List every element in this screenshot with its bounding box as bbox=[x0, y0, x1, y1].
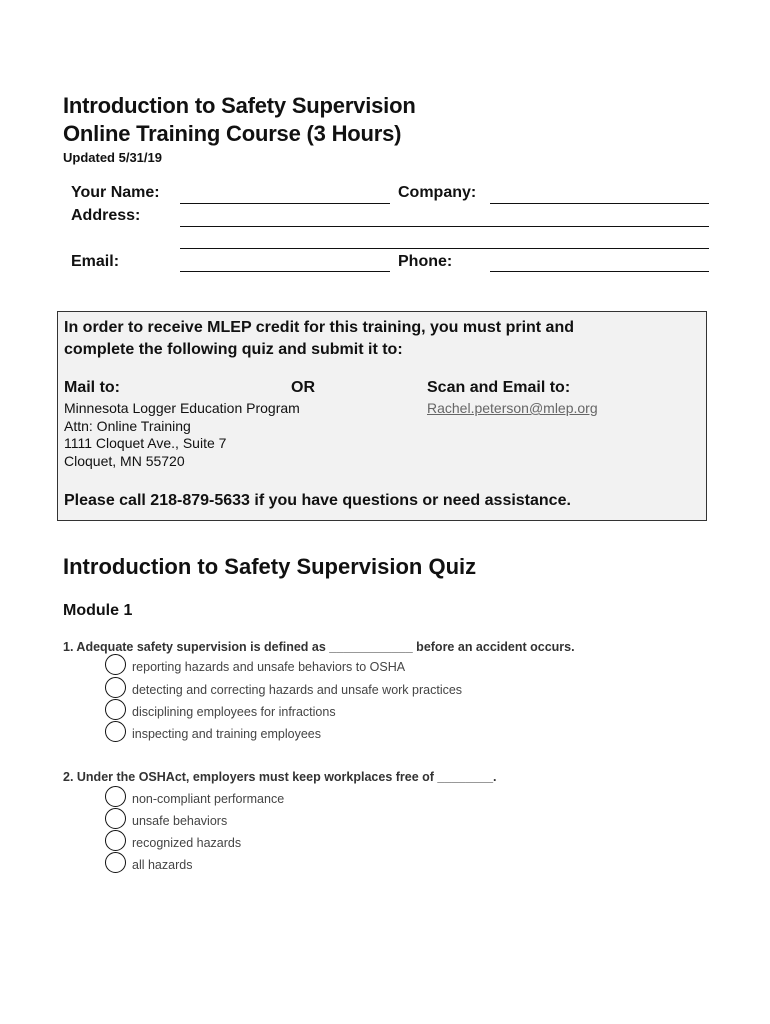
mail-heading: Mail to: bbox=[64, 379, 120, 396]
radio-circle-icon[interactable] bbox=[105, 721, 126, 742]
option-label: detecting and correcting hazards and unsafe work practices bbox=[132, 683, 463, 697]
email-field[interactable] bbox=[180, 271, 390, 272]
address-line: 1111 Cloquet Ave., Suite 7 bbox=[64, 435, 227, 451]
option-label: reporting hazards and unsafe behaviors to OSHA bbox=[132, 660, 406, 674]
question-2: 2. Under the OSHAct, employers must keep workplaces free of ________. bbox=[63, 770, 497, 784]
name-label: Your Name: bbox=[71, 184, 160, 201]
phone-label: Phone: bbox=[398, 253, 453, 270]
radio-circle-icon[interactable] bbox=[105, 786, 126, 807]
address-line: Cloquet, MN 55720 bbox=[64, 452, 185, 469]
option-label: recognized hazards bbox=[132, 836, 242, 850]
contact-email-link[interactable]: Rachel.peterson@mlep.org bbox=[427, 400, 598, 416]
address-line: Attn: Online Training bbox=[64, 417, 191, 434]
address-field-line2[interactable] bbox=[180, 248, 709, 249]
name-field[interactable] bbox=[180, 203, 390, 204]
option-label: inspecting and training employees bbox=[132, 727, 322, 741]
scan-email-heading: Scan and Email to: bbox=[427, 379, 571, 396]
radio-circle-icon[interactable] bbox=[105, 852, 126, 873]
option-label: all hazards bbox=[132, 858, 193, 872]
company-label: Company: bbox=[398, 184, 477, 201]
option-label: disciplining employees for infractions bbox=[132, 705, 336, 719]
notice-intro-line2: complete the following quiz and submit it to: bbox=[64, 341, 403, 358]
phone-field[interactable] bbox=[490, 271, 709, 272]
address-label: Address: bbox=[71, 207, 141, 224]
mailing-address bbox=[64, 400, 300, 470]
submission-notice-box bbox=[57, 311, 707, 521]
address-line: Minnesota Logger Education Program bbox=[64, 400, 300, 416]
email-label: Email: bbox=[71, 253, 120, 270]
document-title-line2: Online Training Course (3 Hours) bbox=[63, 121, 402, 146]
radio-circle-icon[interactable] bbox=[105, 699, 126, 720]
module-heading: Module 1 bbox=[63, 602, 133, 619]
or-text: OR bbox=[291, 379, 315, 396]
company-field[interactable] bbox=[490, 203, 709, 204]
radio-circle-icon[interactable] bbox=[105, 677, 126, 698]
updated-date: Updated 5/31/19 bbox=[63, 150, 162, 165]
radio-circle-icon[interactable] bbox=[105, 830, 126, 851]
call-assistance-text: Please call 218-879-5633 if you have questions or need assistance. bbox=[64, 492, 571, 509]
document-title-line1: Introduction to Safety Supervision bbox=[63, 93, 416, 118]
radio-circle-icon[interactable] bbox=[105, 808, 126, 829]
question-1: 1. Adequate safety supervision is defined as ____________ before an accident occurs. bbox=[63, 640, 575, 654]
option-label: unsafe behaviors bbox=[132, 814, 228, 828]
notice-intro-line1: In order to receive MLEP credit for this training, you must print and bbox=[64, 319, 574, 336]
option-label: non-compliant performance bbox=[132, 792, 285, 806]
quiz-title: Introduction to Safety Supervision Quiz bbox=[63, 554, 477, 579]
radio-circle-icon[interactable] bbox=[105, 654, 126, 675]
address-field-line1[interactable] bbox=[180, 226, 709, 227]
